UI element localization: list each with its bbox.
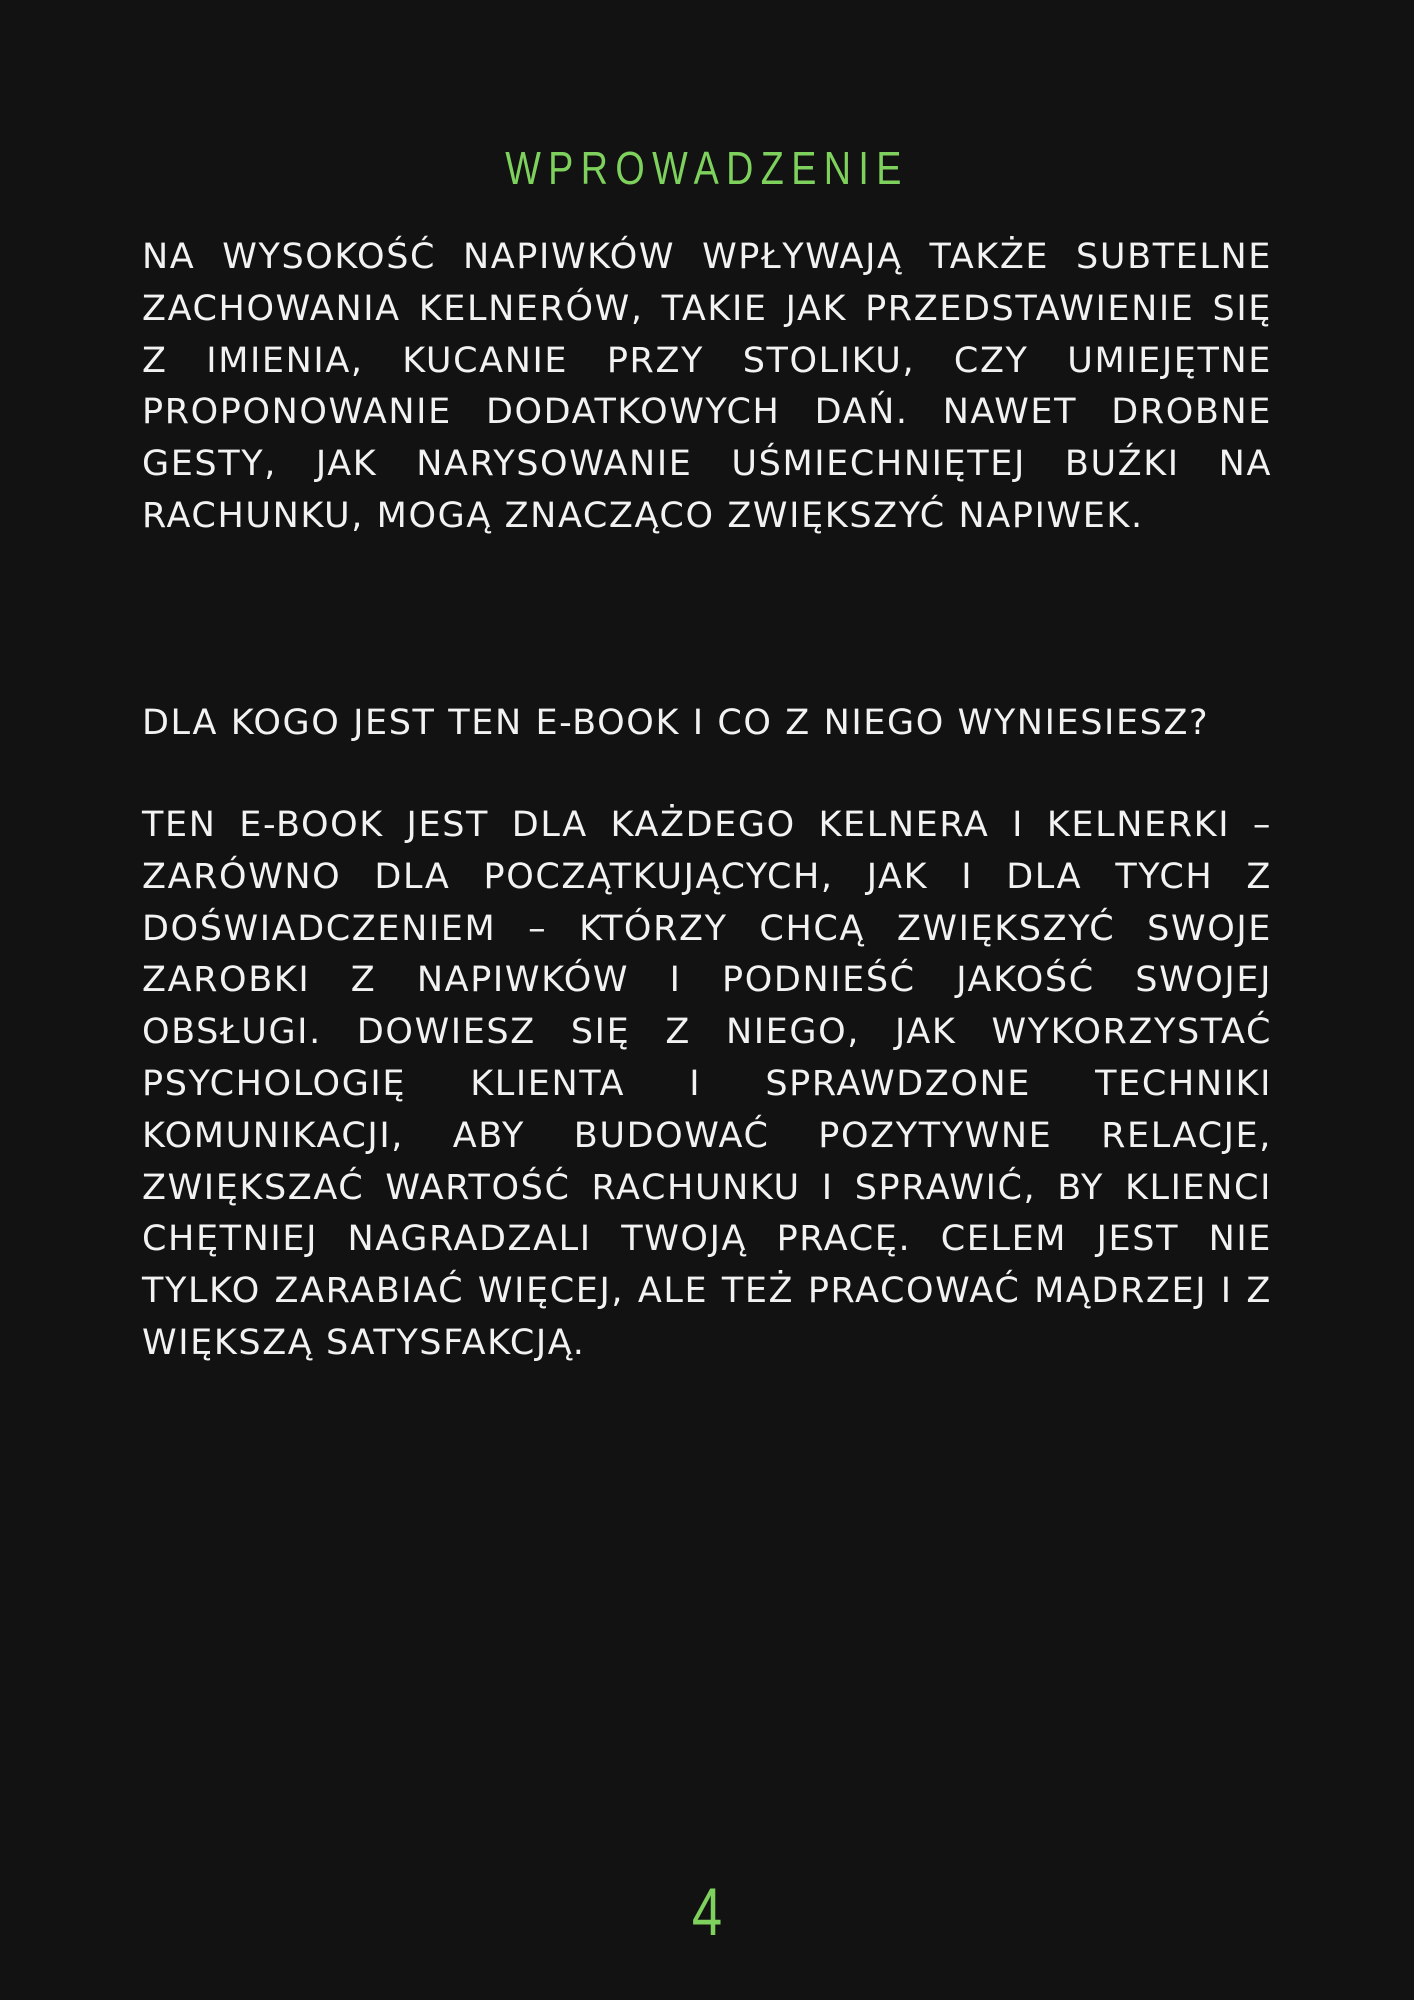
intro-paragraph: NA WYSOKOŚĆ NAPIWKÓW WPŁYWAJĄ TAKŻE SUBTELNE ZACHOWANIA KELNERÓW, TAKIE JAK PRZEDSTAWIENIE SIĘ Z IMIENIA, KUCANIE PRZY STOLIKU, CZY UMIEJĘTNE PROPONOWANIE DODATKOWYCH DAŃ. NAWET DROBNE GESTY, JAK NARYSOWANIE UŚMIECHNIĘTEJ BUŹKI NA RACHUNKU, MOGĄ ZNACZĄCO ZWIĘKSZYĆ NAPIWEK. <box>142 237 1272 536</box>
page-number: 4 <box>691 1874 723 1950</box>
section-subheading: DLA KOGO JEST TEN E-BOOK I CO Z NIEGO WYNIESIESZ? <box>142 703 1210 743</box>
audience-paragraph: TEN E-BOOK JEST DLA KAŻDEGO KELNERA I KELNERKI – ZARÓWNO DLA POCZĄTKUJĄCYCH, JAK I DLA TYCH Z DOŚWIADCZENIEM – KTÓRZY CHCĄ ZWIĘKSZYĆ SWOJE ZAROBKI Z NAPIWKÓW I PODNIEŚĆ JAKOŚĆ SWOJEJ OBSŁUGI. DOWIESZ SIĘ Z NIEGO, JAK WYKORZYSTAĆ PSYCHOLOGIĘ KLIENTA I SPRAWDZONE TECHNIKI KOMUNIKACJI, ABY BUDOWAĆ POZYTYWNE RELACJE, ZWIĘKSZAĆ WARTOŚĆ RACHUNKU I SPRAWIĆ, BY KLIENCI CHĘTNIEJ NAGRADZALI TWOJĄ PRACĘ. CELEM JEST NIE TYLKO ZARABIAĆ WIĘCEJ, ALE TEŻ PRACOWAĆ MĄDRZEJ I Z WIĘKSZĄ SATYSFAKCJĄ. <box>142 805 1272 1363</box>
page-heading: WPROWADZENIE <box>505 142 909 194</box>
